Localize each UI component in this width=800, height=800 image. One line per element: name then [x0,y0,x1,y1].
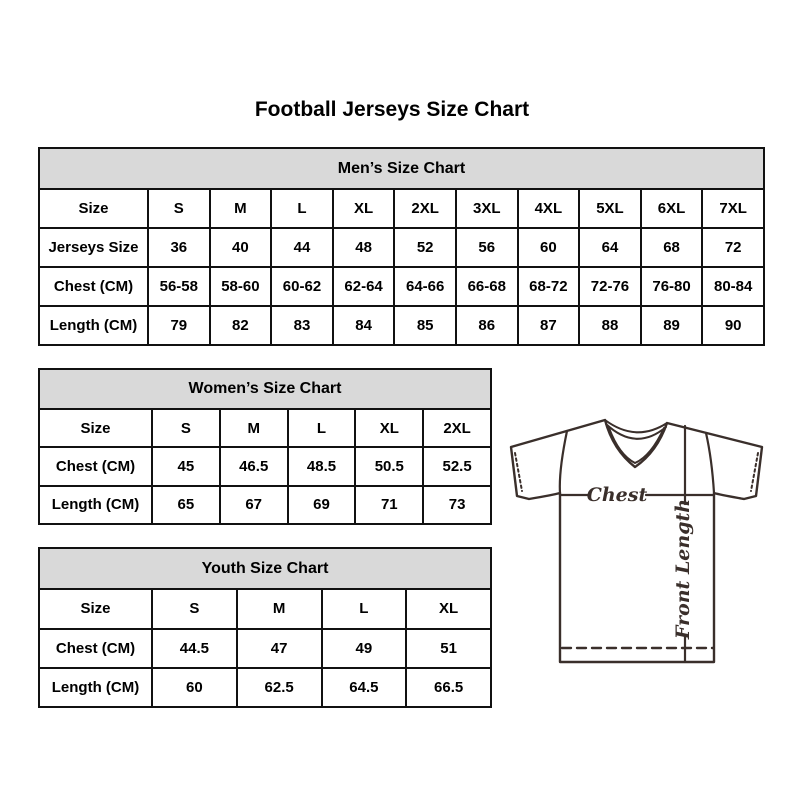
value-cell: M [210,189,272,228]
value-cell: 82 [210,306,272,345]
value-cell: 50.5 [355,447,423,485]
row-label-cell: Chest (CM) [39,447,152,485]
table-title: Youth Size Chart [39,548,491,589]
value-cell: M [220,409,288,447]
value-cell: 6XL [641,189,703,228]
value-cell: 58-60 [210,267,272,306]
value-cell: 65 [152,486,220,524]
row-label-cell: Chest (CM) [39,267,148,306]
value-cell: 45 [152,447,220,485]
value-cell: 62-64 [333,267,395,306]
table-row [39,228,764,267]
value-cell: 66-68 [456,267,518,306]
table-row [39,668,491,707]
value-cell: 64 [579,228,641,267]
table-row [39,629,491,668]
value-cell: 60-62 [271,267,333,306]
value-cell: 64.5 [322,668,407,707]
value-cell: XL [406,589,491,628]
value-cell: 36 [148,228,210,267]
value-cell: 49 [322,629,407,668]
value-cell: 88 [579,306,641,345]
value-cell: 73 [423,486,491,524]
row-label-cell: Jerseys Size [39,228,148,267]
value-cell: 67 [220,486,288,524]
value-cell: 76-80 [641,267,703,306]
value-cell: 60 [152,668,237,707]
youth-size-chart-table [38,547,492,708]
value-cell: S [152,589,237,628]
row-label-cell: Length (CM) [39,306,148,345]
mens-size-chart-table [38,147,765,346]
value-cell: 7XL [702,189,764,228]
value-cell: 90 [702,306,764,345]
table-title: Women’s Size Chart [39,369,491,409]
value-cell: 72 [702,228,764,267]
value-cell: 85 [394,306,456,345]
table-row [39,589,491,628]
value-cell: 64-66 [394,267,456,306]
value-cell: 46.5 [220,447,288,485]
row-label-cell: Length (CM) [39,668,152,707]
table-row [39,189,764,228]
value-cell: L [271,189,333,228]
row-label-cell: Length (CM) [39,486,152,524]
row-label-cell: Size [39,409,152,447]
value-cell: 52 [394,228,456,267]
table-row [39,447,491,485]
value-cell: 62.5 [237,668,322,707]
value-cell: 80-84 [702,267,764,306]
value-cell: 2XL [394,189,456,228]
value-cell: L [322,589,407,628]
value-cell: 79 [148,306,210,345]
value-cell: 40 [210,228,272,267]
table-row [39,486,491,524]
value-cell: 44.5 [152,629,237,668]
value-cell: 60 [518,228,580,267]
page-title: Football Jerseys Size Chart [254,98,530,121]
value-cell: 48 [333,228,395,267]
value-cell: 68-72 [518,267,580,306]
womens-size-chart-table [38,368,492,525]
value-cell: L [288,409,356,447]
value-cell: 56-58 [148,267,210,306]
value-cell: 87 [518,306,580,345]
front-length-label: Front Length [672,498,694,640]
value-cell: 52.5 [423,447,491,485]
table-row [39,267,764,306]
chest-label: Chest [586,484,648,506]
row-label-cell: Chest (CM) [39,629,152,668]
table-title: Men’s Size Chart [39,148,764,189]
value-cell: 83 [271,306,333,345]
value-cell: 51 [406,629,491,668]
value-cell: 56 [456,228,518,267]
jersey-measurement-diagram [495,395,795,695]
table-row [39,409,491,447]
value-cell: S [152,409,220,447]
value-cell: 47 [237,629,322,668]
value-cell: 3XL [456,189,518,228]
jersey-outline [511,420,762,662]
value-cell: 72-76 [579,267,641,306]
value-cell: S [148,189,210,228]
value-cell: 86 [456,306,518,345]
value-cell: 89 [641,306,703,345]
value-cell: 5XL [579,189,641,228]
value-cell: 84 [333,306,395,345]
value-cell: XL [333,189,395,228]
value-cell: 2XL [423,409,491,447]
value-cell: 68 [641,228,703,267]
row-label-cell: Size [39,189,148,228]
value-cell: 66.5 [406,668,491,707]
row-label-cell: Size [39,589,152,628]
value-cell: 48.5 [288,447,356,485]
value-cell: 69 [288,486,356,524]
value-cell: XL [355,409,423,447]
value-cell: 44 [271,228,333,267]
value-cell: 4XL [518,189,580,228]
value-cell: M [237,589,322,628]
table-row [39,306,764,345]
value-cell: 71 [355,486,423,524]
